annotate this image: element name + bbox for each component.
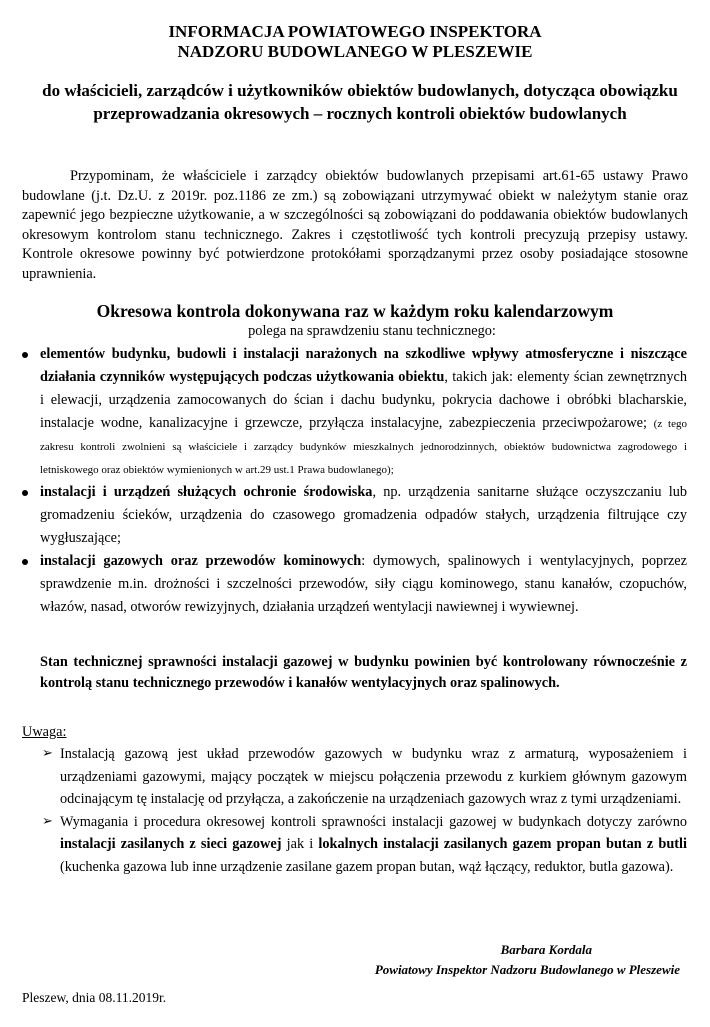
gas-inspection-note: Stan technicznej sprawności instalacji gazowej w budynku powinien być kontrolowany równocześnie z kontrolą stanu technicznego przewodów i kanałów wentylacyjnych oraz spalinowych.: [40, 654, 687, 691]
remark-text-part: jak i: [281, 836, 319, 852]
document-subtitle: do właścicieli, zarządców i użytkowników obiektów budowlanych, dotycząca obowiązku przeprowadzania okresowych – rocznych kontroli obiektów budowlanych: [42, 81, 678, 123]
remarks-list: [42, 743, 687, 878]
bullet-dot-icon: [22, 352, 28, 358]
remarks-label: Uwaga:: [22, 724, 67, 740]
section-heading: Okresowa kontrola dokonywana raz w każdym roku kalendarzowym: [96, 301, 614, 321]
title-line-2: NADZORU BUDOWLANEGO W PLESZEWIE: [177, 42, 533, 61]
arrow-right-icon: ➢: [42, 813, 53, 829]
list-item: [22, 550, 687, 619]
arrow-right-icon: ➢: [42, 746, 53, 761]
document-title: [20, 22, 690, 62]
remark-item: [42, 811, 687, 879]
signature-name: Barbara Kordala: [500, 942, 592, 957]
title-line-1: INFORMACJA POWIATOWEGO INSPEKTORA: [168, 22, 542, 41]
bullet-dot-icon: [22, 559, 28, 565]
remark-item: [42, 743, 687, 811]
remark-bold-part: lokalnych instalacji zasilanych gazem propan butan z butli: [318, 836, 687, 852]
list-item-text: , takich jak: elementy ścian zewnętrznych i elewacji, urządzenia zamocowanych do ścian i dachu budynku, pokrycia dachowe i obróbki blacharskie, instalacje wodne, kanalizacyjne i grzewcze, przyłącza instalacyjne, zabezpieczenia przeciwpożarowe;: [40, 369, 687, 431]
bullet-dot-icon: [22, 490, 28, 496]
list-item-text: : dymowych, spalinowych i wentylacyjnych, poprzez sprawdzenie m.in. drożności i szczelności przewodów, siły ciągu kominowego, stanu kanałów, czopuchów, włazów, nasad, otworów rewizyjnych, działania urządzeń wentylacji nawiewnej i wywiewnej.: [40, 553, 687, 615]
list-item: [22, 343, 687, 481]
list-item-bold: elementów budynku, budowli i instalacji narażonych na szkodliwe wpływy atmosferyczne i niszczące działania czynników występujących podczas użytkowania obiektu: [40, 346, 687, 385]
place-and-date: Pleszew, dnia 08.11.2019r.: [22, 990, 167, 1005]
inspection-scope-list: [22, 343, 687, 619]
intro-paragraph: Przypominam, że właściciele i zarządcy obiektów budowlanych przepisami art.61-65 ustawy Prawo budowlane (j.t. Dz.U. z 2019r. poz.1186 ze zm.) są zobowiązani utrzymywać obiekt w należytym stanie oraz zapewnić jego bezpieczne użytkowanie, a w szczególności są zobowiązani do poddawania obiektów budowlanych okresowym kontrolom stanu technicznego. Zakres i częstotliwość tych kontroli precyzują przepisy ustawy. Kontrole okresowe powinny być potwierdzone protokółami sporządzanymi przez osoby posiadające stosowne uprawnienia.: [22, 168, 688, 282]
section-subheading: polega na sprawdzeniu stanu technicznego:: [248, 323, 496, 339]
remark-bold-part: instalacji zasilanych z sieci gazowej: [60, 836, 282, 852]
remark-text: Instalacją gazową jest układ przewodów gazowych w budynku wraz z armaturą, wyposażeniem i urządzeniami gazowymi, mający początek w miejscu połączenia przewodu z kurkiem głównym gazowym odcinającym tę instalację od przyłącza, a zakończenie na urządzeniach gazowych wraz z tymi urządzeniami.: [60, 746, 687, 807]
list-item-bold: instalacji gazowych oraz przewodów kominowych: [40, 553, 362, 569]
list-item: [22, 481, 687, 550]
list-item-note: (z tego zakresu kontroli zwolnieni są właściciele i zarządcy budynków mieszkalnych jednorodzinnych, obiektów budownictwa zagrodowego i letniskowego oraz obiektów wymienionych w art.29 ust.1 Prawa budowlanego);: [40, 418, 687, 476]
list-item-text: , np. urządzenia sanitarne służące oczyszczaniu lub gromadzeniu ścieków, urządzenia do czasowego gromadzenia odpadów stałych, urządzenia filtrujące czy wygłuszające;: [40, 484, 687, 546]
remark-text-part: (kuchenka gazowa lub inne urządzenie zasilane gazem propan butan, wąż łączący, reduktor, butla gazowa).: [60, 858, 674, 875]
signature-title: Powiatowy Inspektor Nadzoru Budowlanego w Pleszewie: [374, 962, 680, 977]
remark-text-part: Wymagania i procedura okresowej kontroli sprawności instalacji gazowej w budynkach dotyczy zarówno: [60, 813, 687, 830]
list-item-bold: instalacji i urządzeń służących ochronie środowiska: [40, 484, 373, 500]
